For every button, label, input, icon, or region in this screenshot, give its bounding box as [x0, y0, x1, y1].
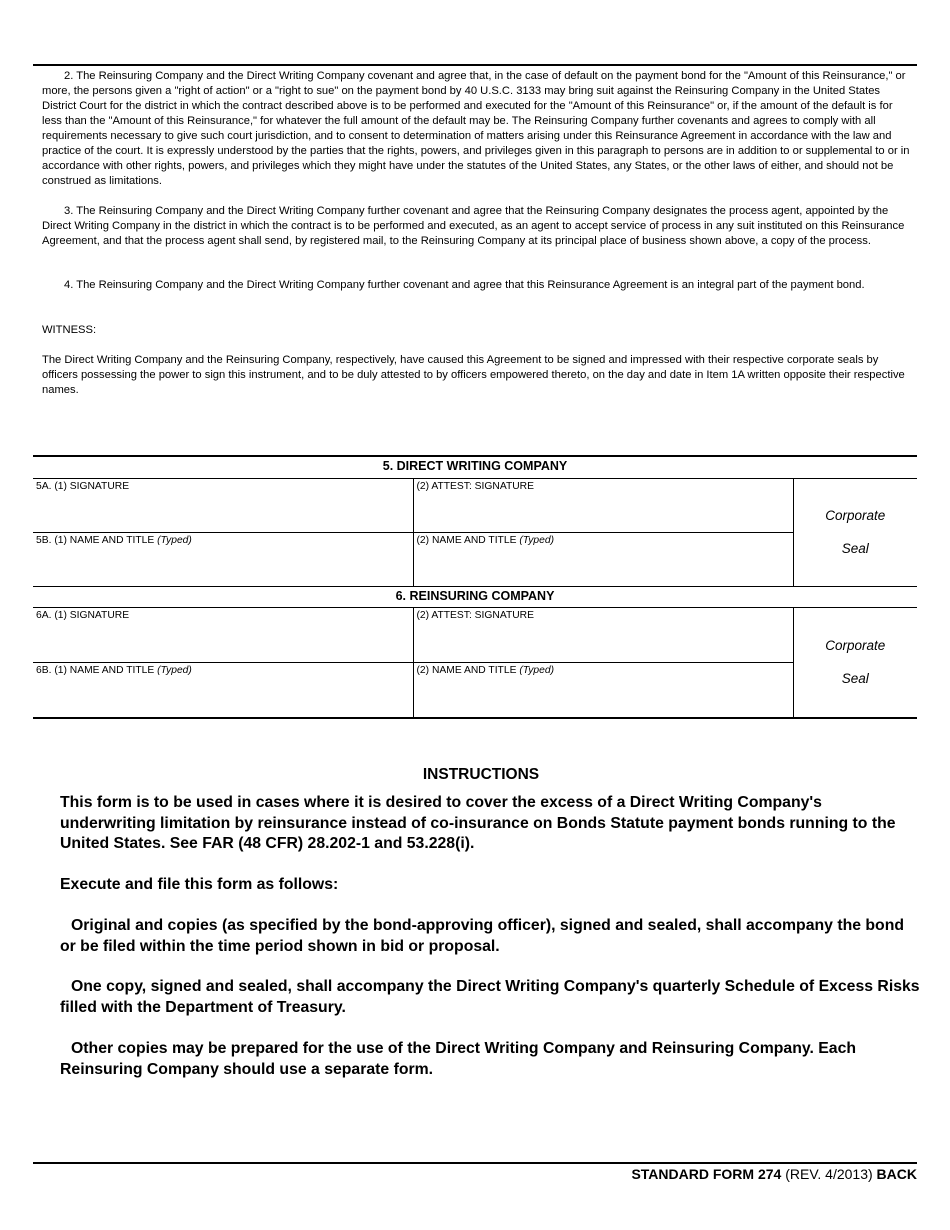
- instructions-other-text: Other copies may be prepared for the use of the Direct Writing Company and Reinsuring Company. Each Reinsuring Company should use a separate form.: [60, 1040, 857, 1078]
- reinsuring-seal-line2: Seal: [841, 671, 869, 687]
- witness-label: WITNESS:: [42, 324, 97, 336]
- form-footer: [631, 1166, 917, 1182]
- direct-seal-line2: Seal: [841, 541, 869, 556]
- footer-form-number: STANDARD FORM 274: [631, 1166, 782, 1182]
- direct-writing-company-table: [33, 455, 917, 587]
- instructions-execute: Execute and file this form as follows:: [60, 876, 339, 893]
- direct-signature-field[interactable]: [33, 478, 413, 532]
- reinsuring-attest-label: (2) ATTEST: SIGNATURE: [416, 610, 534, 621]
- direct-attest-signature-field[interactable]: [413, 478, 793, 532]
- bottom-rule: [33, 1162, 917, 1164]
- direct-seal-line1: Corporate: [825, 508, 886, 523]
- paragraph-2-text: 2. The Reinsuring Company and the Direct Writing Company covenant and agree that, in the case of default on the payment bond for the "Amount of this Reinsurance," or more, the persons given a "right of action" or a "right to sue" on the payment bond by 40 U.S.C. 3133 may bring suit against the Reinsuring Company in the United States District Court for the district in which the contract described above is to be performed and executed for the "Amount of this Reinsurance" or, if the amount of the default is for less than the "Amount of this Reinsurance," for whatever the full amount of the default may be. The Reinsuring Company further covenants and agrees to comply with all requirements necessary to give such court jurisdiction, and to consent to determination of matters arising under this Reinsurance Agreement in accordance with the law and practice of the court. It is expressly understood by the parties that the rights, powers, and privileges given in this paragraph to persons are in addition to or supplemental to or in accordance with other rights, powers, and privileges which they might have under the statutes of the United States, any States, or the other laws of either, and should not be construed as limitations.: [42, 70, 910, 187]
- instructions-original-text: Original and copies (as specified by the bond-approving officer), signed and sealed, shall accompany the bond or be filed within the time period shown in bid or proposal.: [60, 917, 905, 955]
- reinsuring-seal-line1: Corporate: [825, 638, 886, 654]
- instructions-intro: This form is to be used in cases where it is desired to cover the excess of a Direct Writing Company's underwriting limitation by reinsurance instead of co-insurance on Bonds Statute payment bonds running to the United States. See FAR (48 CFR) 28.202-1 and 53.228(i).: [60, 794, 896, 852]
- reinsuring-company-table: [33, 586, 917, 719]
- reinsuring-signature-label: 6A. (1) SIGNATURE: [36, 610, 130, 621]
- paragraph-2: [42, 69, 912, 189]
- reinsuring-typed-note-2: (Typed): [519, 665, 555, 676]
- paragraph-4-text: 4. The Reinsuring Company and the Direct Writing Company further covenant and agree that this Reinsurance Agreement is an integral part of the payment bond.: [64, 279, 865, 291]
- direct-typed-note-2: (Typed): [519, 534, 555, 546]
- reinsuring-name-title-field[interactable]: [33, 663, 413, 718]
- instructions-one-copy: [60, 977, 920, 1018]
- direct-name2-label: (2) NAME AND TITLE: [416, 534, 520, 546]
- direct-attest-name-title-field[interactable]: [413, 532, 793, 586]
- paragraph-4: [42, 278, 912, 293]
- top-rule: [33, 64, 917, 66]
- reinsuring-name-label: 6B. (1) NAME AND TITLE: [36, 665, 158, 676]
- direct-attest-label: (2) ATTEST: SIGNATURE: [416, 480, 534, 492]
- reinsuring-typed-note: (Typed): [157, 665, 192, 676]
- paragraph-3: [42, 204, 912, 249]
- reinsuring-header: 6. REINSURING COMPANY: [33, 587, 917, 608]
- footer-side: BACK: [876, 1166, 917, 1182]
- witness-text: The Direct Writing Company and the Reinsuring Company, respectively, have caused this Agreement to be signed and impressed with their respective corporate seals by officers possessing the power to sign this instrument, and to be duly attested to by officers empowered thereto, on the day and date in Item 1A written opposite their respective names.: [42, 354, 905, 396]
- reinsuring-name2-label: (2) NAME AND TITLE: [416, 665, 520, 676]
- reinsuring-signature-field[interactable]: [33, 608, 413, 663]
- direct-name-title-field[interactable]: [33, 532, 413, 586]
- instructions-other: [60, 1039, 920, 1080]
- reinsuring-attest-signature-field[interactable]: [413, 608, 793, 663]
- footer-revision: (REV. 4/2013): [781, 1166, 877, 1182]
- instructions-title: INSTRUCTIONS: [422, 766, 540, 783]
- instructions-original: [60, 916, 920, 957]
- direct-corporate-seal: [793, 478, 917, 586]
- direct-writing-header: 5. DIRECT WRITING COMPANY: [33, 456, 917, 478]
- instructions-one-copy-text: One copy, signed and sealed, shall accompany the Direct Writing Company's quarterly Schedule of Excess Risks filled with the Department of Treasury.: [60, 978, 920, 1016]
- paragraph-3-text: 3. The Reinsuring Company and the Direct Writing Company further covenant and agree that the Reinsuring Company designates the process agent, appointed by the Direct Writing Company in the district in which the contract is to be performed and executed, as an agent to accept service of process in any suit instituted on this Reinsurance Agreement, and that the process agent shall send, by registered mail, to the Reinsuring Company at its principal place of business shown above, a copy of the process.: [42, 205, 905, 247]
- direct-signature-label: 5A. (1) SIGNATURE: [36, 480, 130, 492]
- reinsuring-attest-name-title-field[interactable]: [413, 663, 793, 718]
- direct-name-label: 5B. (1) NAME AND TITLE: [36, 534, 158, 546]
- direct-typed-note: (Typed): [157, 534, 192, 546]
- reinsuring-corporate-seal: [793, 608, 917, 718]
